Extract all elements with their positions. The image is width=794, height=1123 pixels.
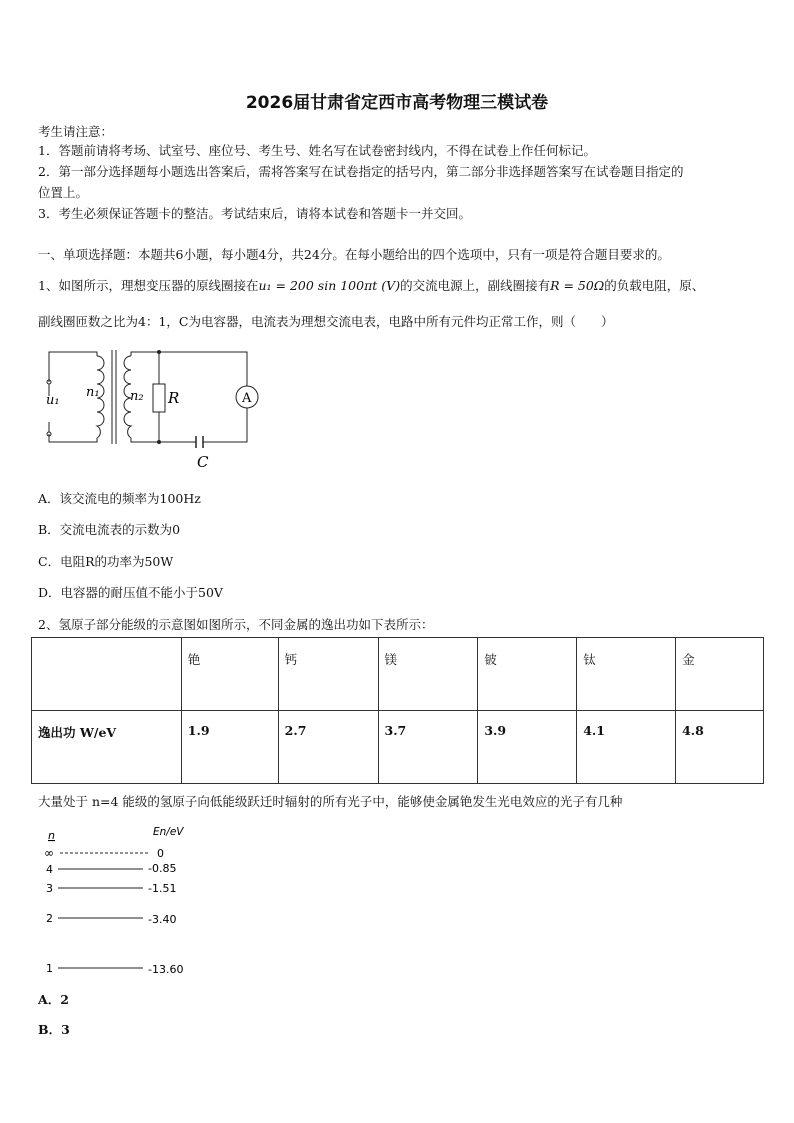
label-C: C [197, 453, 209, 471]
transformer-circuit-diagram [40, 342, 265, 472]
notice-item: 2．第一部分选择题每小题选出答案后，需将答案写在试卷指定的括号内，第二部分非选择题答案写在试卷题目指定的 [38, 164, 684, 179]
level-n-label: 2 [46, 912, 53, 925]
question-1-line-2: 副线圈匝数之比为4：1，C为电容器，电流表为理想交流电表，电路中所有元件均正常工作，则（ ） [38, 314, 614, 329]
label-n1: n₁ [86, 385, 100, 400]
primary-wire-bottom [49, 434, 97, 442]
resistor-R [153, 384, 165, 412]
secondary-wire-bottom [131, 438, 196, 442]
level-energy-label: -3.40 [148, 913, 177, 926]
question-1-line-1 [38, 276, 704, 294]
table-cell: 3.7 [378, 711, 478, 784]
option-b: B．3 [38, 1022, 70, 1037]
table-cell: 镁 [378, 638, 478, 711]
option-a: A．该交流电的频率为100Hz [38, 491, 201, 506]
axis-label-n: n [48, 829, 55, 842]
label-n2: n₂ [130, 389, 144, 404]
option-b: B．交流电流表的示数为0 [38, 522, 181, 537]
option-d: D．电容器的耐压值不能小于50V [38, 585, 223, 600]
notice-item: 3．考生必须保证答题卡的整洁。考试结束后，请将本试卷和答题卡一并交回。 [38, 206, 471, 221]
notice-item: 位置上。 [38, 185, 89, 200]
table-cell: 4.8 [676, 711, 764, 784]
question-2-stem: 2、氢原子部分能级的示意图如图所示，不同金属的逸出功如下表所示： [38, 617, 434, 632]
level-n-label: 1 [46, 962, 53, 975]
work-function-table [31, 637, 764, 784]
energy-level-diagram [40, 822, 210, 982]
table-cell: 4.1 [577, 711, 676, 784]
table-cell: 铯 [181, 638, 278, 711]
level-energy-label: 0 [157, 847, 164, 860]
axis-label-energy: En/eV [153, 826, 184, 838]
secondary-wire-top [131, 352, 247, 386]
label-A: A [242, 391, 252, 406]
table-cell [32, 638, 182, 711]
question-2-text: 大量处于 n=4 能级的氢原子向低能级跃迁时辐射的所有光子中，能够使金属铯发生光电效应的光子有几种 [38, 794, 623, 809]
option-a: A．2 [38, 992, 69, 1007]
label-u1: u₁ [46, 393, 60, 408]
table-cell: 逸出功 W/eV [32, 711, 182, 784]
option-c: C．电阻R的功率为50W [38, 554, 174, 569]
q1-resistor: R = 50Ω [550, 278, 605, 293]
table-header-row [32, 638, 764, 711]
level-energy-label: -0.85 [148, 862, 177, 875]
ammeter-return-wire [203, 408, 247, 442]
table-cell: 金 [676, 638, 764, 711]
level-n-label: 3 [46, 882, 53, 895]
level-energy-label: -13.60 [148, 963, 184, 976]
table-cell: 钙 [278, 638, 378, 711]
level-n-label: ∞ [44, 846, 54, 860]
label-R: R [168, 389, 180, 407]
primary-wire-top [49, 352, 97, 382]
page-title: 2026届甘肃省定西市高考物理三模试卷 [245, 93, 549, 113]
table-row [32, 711, 764, 784]
table-cell: 钛 [577, 638, 676, 711]
table-cell: 1.9 [181, 711, 278, 784]
q1-text-b: 的交流电源上，副线圈接有 [400, 278, 551, 293]
level-energy-label: -1.51 [148, 882, 177, 895]
q1-text-a: 1、如图所示，理想变压器的原线圈接在 [38, 278, 259, 293]
level-n-label: 4 [46, 863, 53, 876]
section-heading: 一、单项选择题：本题共6小题，每小题4分，共24分。在每小题给出的四个选项中，只有一项是符合题目要求的。 [38, 247, 670, 262]
table-cell: 2.7 [278, 711, 378, 784]
notice-item: 1．答题前请将考场、试室号、座位号、考生号、姓名写在试卷密封线内，不得在试卷上作任何标记。 [38, 143, 596, 158]
notice-heading: 考生请注意： [38, 124, 114, 139]
q1-formula: u₁ = 200 sin 100πt (V) [258, 278, 401, 293]
table-cell: 铍 [478, 638, 577, 711]
q1-text-c: 的负载电阻，原、 [604, 278, 705, 293]
table-cell: 3.9 [478, 711, 577, 784]
